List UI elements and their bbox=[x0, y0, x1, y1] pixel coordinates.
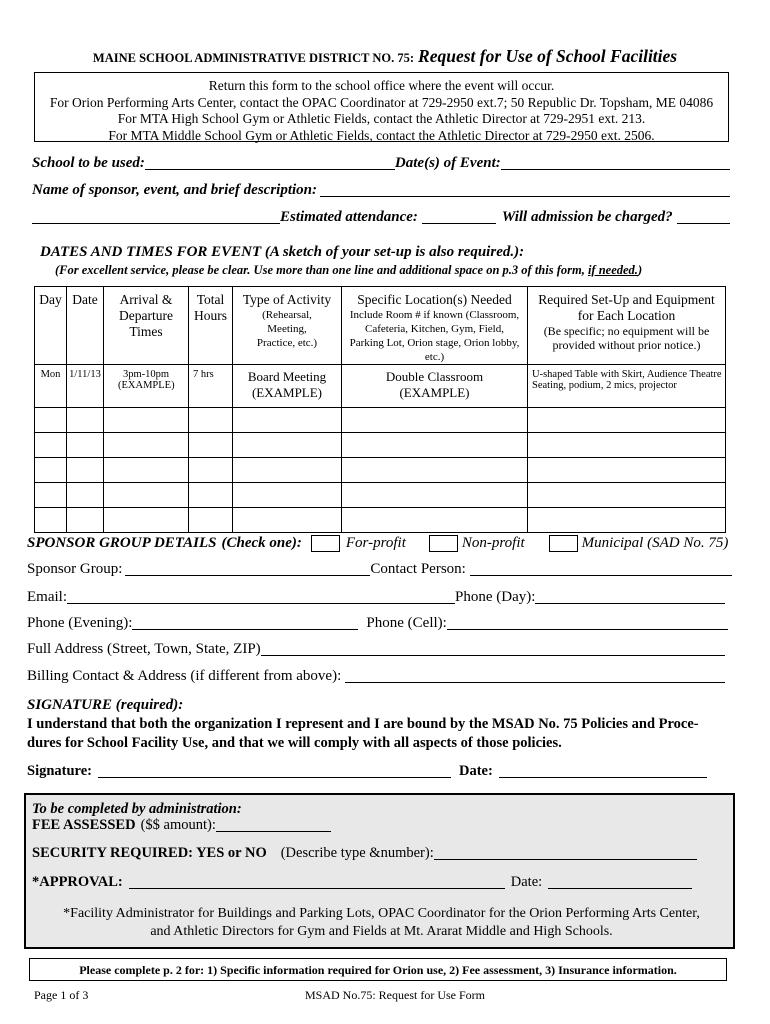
col-activity-sub: (Rehearsal, Meeting, Practice, etc.) bbox=[256, 309, 318, 349]
fee-row bbox=[32, 817, 372, 834]
fee-sub-label: ($$ amount): bbox=[140, 817, 216, 833]
admin-section bbox=[24, 793, 735, 949]
check-one-label: (Check one): bbox=[221, 535, 302, 551]
col-arrival-label: Arrival & Departure Times bbox=[119, 292, 173, 339]
email-row bbox=[27, 589, 725, 606]
dates-field[interactable] bbox=[501, 155, 730, 170]
phone-evening-field[interactable] bbox=[132, 615, 358, 630]
approval-date-label: Date: bbox=[510, 874, 543, 890]
school-dates-row bbox=[32, 155, 730, 172]
instructions-box bbox=[34, 72, 729, 142]
non-profit-checkbox[interactable] bbox=[429, 535, 458, 552]
signature-heading: SIGNATURE (required): bbox=[27, 697, 184, 713]
col-location bbox=[342, 287, 528, 365]
phone-cell-field[interactable] bbox=[447, 615, 728, 630]
approval-label: *APPROVAL: bbox=[32, 874, 123, 890]
phone-day-label: Phone (Day): bbox=[455, 589, 536, 605]
approval-row bbox=[32, 874, 692, 891]
example-activity: Board Meeting (EXAMPLE) bbox=[233, 365, 342, 408]
policy-statement bbox=[27, 715, 733, 753]
non-profit-label: Non-profit bbox=[461, 535, 525, 551]
approval-date-field[interactable] bbox=[548, 874, 692, 889]
admission-label: Will admission be charged? bbox=[501, 209, 673, 225]
example-location: Double Classroom (EXAMPLE) bbox=[342, 365, 528, 408]
security-label: SECURITY REQUIRED: YES or NO bbox=[32, 845, 267, 861]
instruction-line: For Orion Performing Arts Center, contact the OPAC Coordinator at 729-2950 ext.7; 50 Republic Dr. Topsham, ME 04086 bbox=[49, 94, 714, 110]
example-day: Mon bbox=[35, 365, 67, 408]
phone-day-field[interactable] bbox=[535, 589, 725, 604]
description-field[interactable] bbox=[32, 209, 280, 224]
school-field[interactable] bbox=[145, 155, 395, 170]
address-row bbox=[27, 641, 725, 658]
schedule-subheading bbox=[55, 263, 642, 278]
col-setup-sub: (Be specific; no equipment will be provided without prior notice.) bbox=[543, 324, 710, 352]
instruction-line: Return this form to the school office where the event will occur. bbox=[208, 78, 555, 93]
signature-label: Signature: bbox=[27, 763, 92, 779]
instruction-line: For MTA High School Gym or Athletic Fields, contact the Athletic Director at 729-2951 ext. 213. bbox=[117, 111, 646, 126]
contact-person-field[interactable] bbox=[470, 561, 732, 576]
for-profit-label: For-profit bbox=[345, 535, 406, 551]
col-activity bbox=[233, 287, 342, 365]
for-profit-checkbox[interactable] bbox=[311, 535, 340, 552]
instruction-line: For MTA Middle School Gym or Athletic Fields, contact the Athletic Director at 729-2950 ext. 2506. bbox=[108, 127, 655, 143]
col-day: Day bbox=[35, 287, 67, 365]
phone-evening-label: Phone (Evening): bbox=[27, 615, 133, 631]
billing-field[interactable] bbox=[345, 668, 725, 683]
example-times: 3pm-10pm (EXAMPLE) bbox=[104, 365, 189, 408]
table-row[interactable] bbox=[35, 483, 726, 508]
attendance-field[interactable] bbox=[422, 209, 496, 224]
district-name: MAINE SCHOOL ADMINISTRATIVE DISTRICT NO. 75: bbox=[92, 51, 415, 65]
sponsor-contact-row bbox=[27, 561, 732, 578]
sponsor-group-label: Sponsor Group: bbox=[27, 561, 123, 577]
col-date: Date bbox=[67, 287, 104, 365]
notice-box: Please complete p. 2 for: 1) Specific information required for Orion use, 2) Fee assessment, 3) Insurance information. bbox=[29, 958, 727, 981]
signature-field[interactable] bbox=[98, 763, 451, 778]
form-name: MSAD No.75: Request for Use Form bbox=[305, 988, 485, 1002]
schedule-subheading-emph: if needed. bbox=[587, 263, 638, 277]
contact-person-label: Contact Person: bbox=[370, 561, 466, 577]
example-hours: 7 hrs bbox=[189, 365, 233, 408]
col-activity-label: Type of Activity bbox=[242, 292, 332, 307]
admin-footnote-text: *Facility Administrator for Buildings and Parking Lots, OPAC Coordinator for the Orion Performing Arts Center, and Athletic Directors for Gym and Fields at Mt. Ararat Middle and High Schools. bbox=[63, 906, 700, 939]
school-label: School to be used: bbox=[32, 155, 145, 171]
address-label: Full Address (Street, Town, State, ZIP) bbox=[27, 641, 261, 657]
sponsor-event-label: Name of sponsor, event, and brief description: bbox=[32, 182, 317, 198]
policy-statement-line: I understand that both the organization I represent and I are bound by the MSAD No. 75 Policies and Proce- bbox=[27, 716, 699, 732]
municipal-checkbox[interactable] bbox=[549, 535, 578, 552]
approval-field[interactable] bbox=[129, 874, 505, 889]
sponsor-event-field[interactable] bbox=[320, 182, 730, 197]
table-row[interactable] bbox=[35, 458, 726, 483]
address-field[interactable] bbox=[261, 641, 725, 656]
schedule-subheading-text: (For excellent service, please be clear. Use more than one line and additional space on p.3 of this form, bbox=[55, 263, 585, 277]
billing-row bbox=[27, 668, 725, 685]
fee-field[interactable] bbox=[216, 817, 331, 832]
schedule-table bbox=[34, 286, 726, 533]
email-label: Email: bbox=[27, 589, 67, 605]
security-sub-label: (Describe type &number): bbox=[280, 845, 434, 861]
table-header-row bbox=[35, 287, 726, 365]
signature-date-label: Date: bbox=[459, 763, 493, 779]
sponsor-heading: SPONSOR GROUP DETAILS bbox=[27, 535, 217, 551]
example-row bbox=[35, 365, 726, 408]
col-arrival bbox=[104, 287, 189, 365]
attendance-label: Estimated attendance: bbox=[280, 209, 418, 225]
dates-label: Date(s) of Event: bbox=[394, 155, 501, 171]
admin-footnote bbox=[26, 905, 737, 941]
fee-label: FEE ASSESSED bbox=[32, 817, 136, 833]
col-location-label: Specific Location(s) Needed bbox=[357, 292, 512, 307]
schedule-heading: DATES AND TIMES FOR EVENT (A sketch of your set-up is also required.): bbox=[40, 244, 525, 260]
sponsor-group-field[interactable] bbox=[125, 561, 370, 576]
municipal-label: Municipal (SAD No. 75) bbox=[581, 535, 729, 551]
attendance-row bbox=[32, 209, 730, 226]
table-row[interactable] bbox=[35, 508, 726, 533]
billing-label: Billing Contact & Address (if different from above): bbox=[27, 668, 342, 684]
col-setup bbox=[528, 287, 726, 365]
security-row bbox=[32, 845, 697, 862]
admin-heading: To be completed by administration: bbox=[32, 801, 242, 817]
col-setup-label: Required Set-Up and Equipment for Each Location bbox=[538, 292, 715, 323]
sponsor-type-row bbox=[27, 535, 732, 552]
phone-cell-label: Phone (Cell): bbox=[366, 615, 447, 631]
policy-statement-line: dures for School Facility Use, and that we will comply with all aspects of those policies. bbox=[27, 735, 562, 751]
table-row[interactable] bbox=[35, 408, 726, 433]
signature-row bbox=[27, 763, 707, 780]
table-row[interactable] bbox=[35, 433, 726, 458]
form-title: Request for Use of School Facilities bbox=[418, 46, 678, 66]
phone-row bbox=[27, 615, 728, 632]
signature-date-field[interactable] bbox=[499, 763, 707, 778]
admission-field[interactable] bbox=[677, 209, 730, 224]
email-field[interactable] bbox=[67, 589, 455, 604]
example-setup: U-shaped Table with Skirt, Audience Theatre Seating, podium, 2 mics, projector bbox=[528, 365, 726, 408]
col-location-sub: Include Room # if known (Classroom, Cafeteria, Kitchen, Gym, Field, Parking Lot, Orion stage, Orion lobby, etc.) bbox=[349, 309, 520, 363]
page-title bbox=[0, 46, 770, 67]
example-date: 1/11/13 bbox=[67, 365, 104, 408]
security-field[interactable] bbox=[434, 845, 697, 860]
col-hours: Total Hours bbox=[189, 287, 233, 365]
schedule-subheading-end: ) bbox=[637, 263, 643, 277]
sponsor-event-row bbox=[32, 182, 730, 199]
page-number: Page 1 of 3 bbox=[34, 988, 89, 1002]
